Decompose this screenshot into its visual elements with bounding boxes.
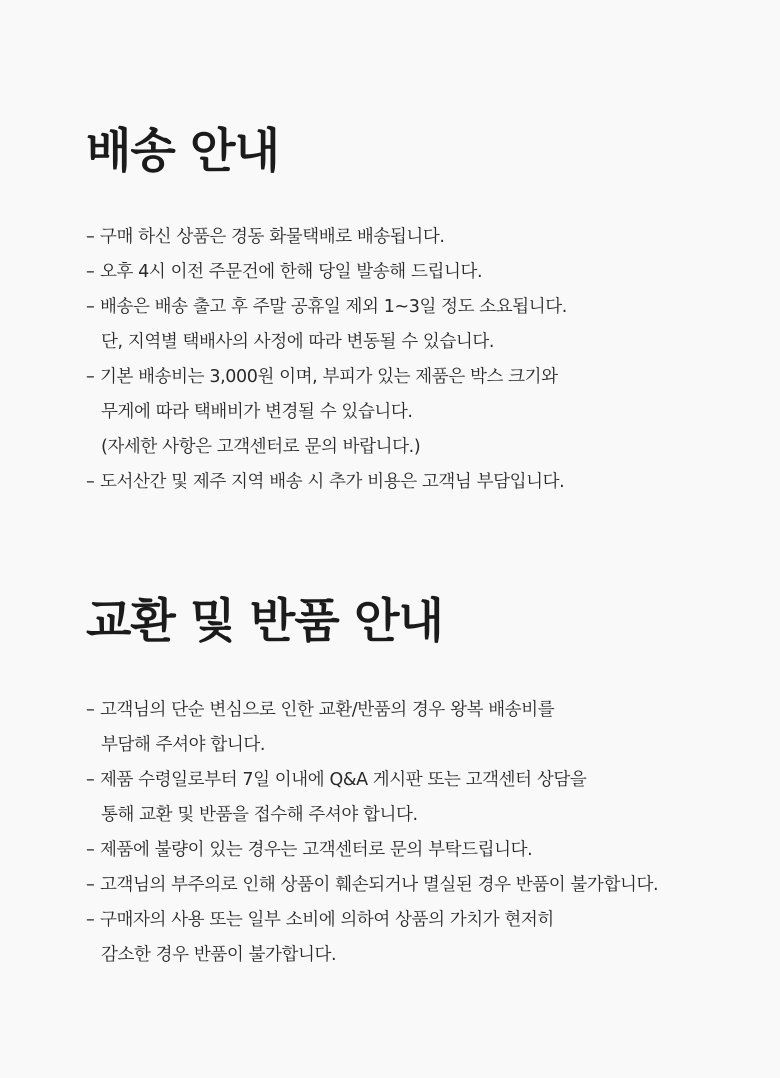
shipping-item-text-continued: 무게에 따라 택배비가 변경될 수 있습니다. (101, 402, 413, 422)
exchange-return-title: 교환 및 반품 안내 (86, 594, 443, 649)
exchange-item (86, 868, 766, 903)
exchange-return-list (86, 693, 766, 973)
bullet-dash: – (86, 472, 95, 492)
shipping-item (86, 220, 766, 255)
exchange-item (86, 693, 766, 763)
shipping-item (86, 290, 766, 360)
shipping-item (86, 360, 766, 465)
shipping-item-text: 구매 하신 상품은 경동 화물택배로 배송됩니다. (100, 227, 445, 247)
shipping-item (86, 465, 766, 500)
exchange-item (86, 763, 766, 833)
shipping-info-title: 배송 안내 (86, 124, 279, 179)
shipping-item-text: 도서산간 및 제주 지역 배송 시 추가 비용은 고객님 부담입니다. (100, 472, 565, 492)
shipping-item-text: 오후 4시 이전 주문건에 한해 당일 발송해 드립니다. (100, 262, 483, 282)
bullet-dash: – (86, 262, 95, 282)
exchange-item-text-continued: 감소한 경우 반품이 불가합니다. (101, 945, 337, 965)
exchange-item (86, 833, 766, 868)
shipping-info-section (86, 118, 766, 500)
bullet-dash: – (86, 875, 95, 895)
exchange-item-text-continued: 통해 교환 및 반품을 접수해 주셔야 합니다. (101, 805, 418, 825)
shipping-item (86, 255, 766, 290)
shipping-item-text: 배송은 배송 출고 후 주말 공휴일 제외 1~3일 정도 소요됩니다. (100, 297, 567, 317)
bullet-dash: – (86, 297, 95, 317)
shipping-item-text-continued: 단, 지역별 택배사의 사정에 따라 변동될 수 있습니다. (101, 332, 495, 352)
bullet-dash: – (86, 840, 95, 860)
bullet-dash: – (86, 770, 95, 790)
shipping-item-text: 기본 배송비는 3,000원 이며, 부피가 있는 제품은 박스 크기와 (100, 367, 558, 387)
exchange-item-text: 제품 수령일로부터 7일 이내에 Q&A 게시판 또는 고객센터 상담을 (100, 770, 587, 790)
exchange-item-text: 고객님의 부주의로 인해 상품이 훼손되거나 멸실된 경우 반품이 불가합니다. (100, 875, 659, 895)
bullet-dash: – (86, 910, 95, 930)
bullet-dash: – (86, 367, 95, 387)
shipping-item-text-note: (자세한 사항은 고객센터로 문의 바랍니다.) (101, 437, 421, 457)
bullet-dash: – (86, 227, 95, 247)
exchange-item-text: 제품에 불량이 있는 경우는 고객센터로 문의 부탁드립니다. (100, 840, 533, 860)
exchange-return-section (86, 588, 766, 973)
exchange-item (86, 903, 766, 973)
exchange-item-text: 고객님의 단순 변심으로 인한 교환/반품의 경우 왕복 배송비를 (100, 700, 555, 720)
exchange-item-text: 구매자의 사용 또는 일부 소비에 의하여 상품의 가치가 현저히 (100, 910, 554, 930)
bullet-dash: – (86, 700, 95, 720)
shipping-info-list (86, 220, 766, 500)
exchange-item-text-continued: 부담해 주셔야 합니다. (101, 735, 266, 755)
